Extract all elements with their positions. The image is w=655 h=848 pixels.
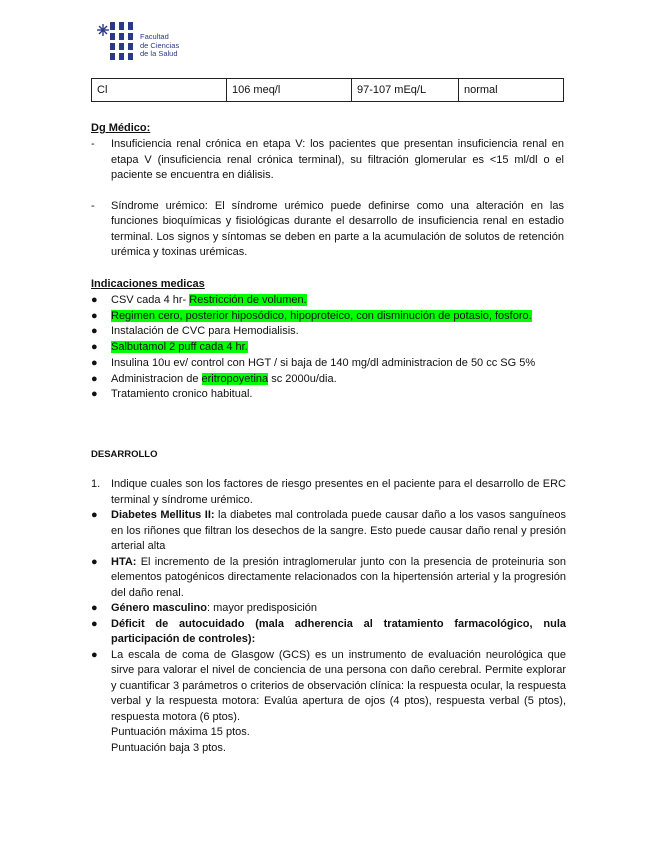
list-item: ● Déficit de autocuidado (mala adherencia al tratamiento farmacológico, nula participación de controles): xyxy=(91,617,566,645)
indications-list xyxy=(91,293,571,403)
lab-results-table xyxy=(91,78,564,102)
list-item: ● Diabetes Mellitus II: la diabetes mal controlada puede causar daño a los vasos sanguíneos en los riñones que filtran los desechos de la sangre. Esto puede causar daño renal y presión arterial alta xyxy=(91,509,566,552)
list-item: - Síndrome urémico: El síndrome urémico puede definirse como una alteración en las funciones bioquímicas y fisiológicas durante el desarrollo de insuficiencia renal en estadio terminal. Los signos y síntomas se deben en parte a la acumulación de solutos de retención urémica y toxinas urémicas. xyxy=(91,199,564,258)
faculty-name: Facultad de Ciencias de la Salud xyxy=(140,32,180,58)
table-cell-status: normal xyxy=(459,79,564,102)
list-item: ● CSV cada 4 hr- Restricción de volumen. xyxy=(91,294,307,306)
list-item: ● Tratamiento cronico habitual. xyxy=(91,388,253,401)
faculty-emblem-icon xyxy=(96,20,138,62)
development-section xyxy=(91,477,566,756)
list-item: ● HTA: El incremento de la presión intraglomerular junto con la presencia de proteinuria son elementos patogénicos directamente relacionados con la hipertensión arterial y la progresión del daño renal. xyxy=(91,555,566,599)
table-cell-parameter: Cl xyxy=(92,79,227,102)
question-item: 1. Indique cuales son los factores de riesgo presentes en el paciente para el desarrollo de ERC terminal y síndrome urémico. xyxy=(91,478,566,506)
table-cell-value: 106 meq/l xyxy=(227,79,352,102)
table-row xyxy=(92,79,564,102)
table-cell-range: 97-107 mEq/L xyxy=(352,79,459,102)
list-item: ● Insulina 10u ev/ control con HGT / si baja de 140 mg/dl administracion de 50 cc SG 5% xyxy=(91,356,536,369)
diagnosis-title: Dg Médico: xyxy=(91,122,151,134)
diagnosis-list xyxy=(91,137,564,261)
score-max: Puntuación máxima 15 ptos. xyxy=(111,726,250,738)
list-item: ● Género masculino: mayor predisposición xyxy=(91,602,318,614)
list-item: ● Administracion de eritropoyetina sc 2000u/dia. xyxy=(91,372,337,385)
score-min: Puntuación baja 3 ptos. xyxy=(111,741,226,754)
indications-title: Indicaciones medicas xyxy=(91,278,205,290)
list-item: ● La escala de coma de Glasgow (GCS) es un instrumento de evaluación neurológica que sirve para valorar el nivel de conciencia de una persona con daño cerebral. Permite explorar y cuantificar 3 parámetros o criterios de observación clínica: la respuesta ocular, la respuesta verbal y la respuesta motora: Evalúa apertura de ojos (4 ptos), respuesta verbal (5 ptos), respuesta motora (6 ptos). xyxy=(91,648,566,723)
faculty-logo xyxy=(96,20,216,66)
list-item: ● Instalación de CVC para Hemodialisis. xyxy=(91,325,299,338)
list-item: ● Regimen cero, posterior hiposódico, hipoproteico, con disminución de potasio, fosforo. xyxy=(91,309,532,322)
development-title: DESARROLLO xyxy=(91,449,158,460)
list-item: - Insuficiencia renal crónica en etapa V: los pacientes que presentan insuficiencia renal en etapa V (insuficiencia renal crónica terminal), su filtración glomerular es <15 ml/dl o el paciente se encuentra en diálisis. xyxy=(91,138,564,181)
list-item: ● Salbutamol 2 puff cada 4 hr. xyxy=(91,341,248,354)
